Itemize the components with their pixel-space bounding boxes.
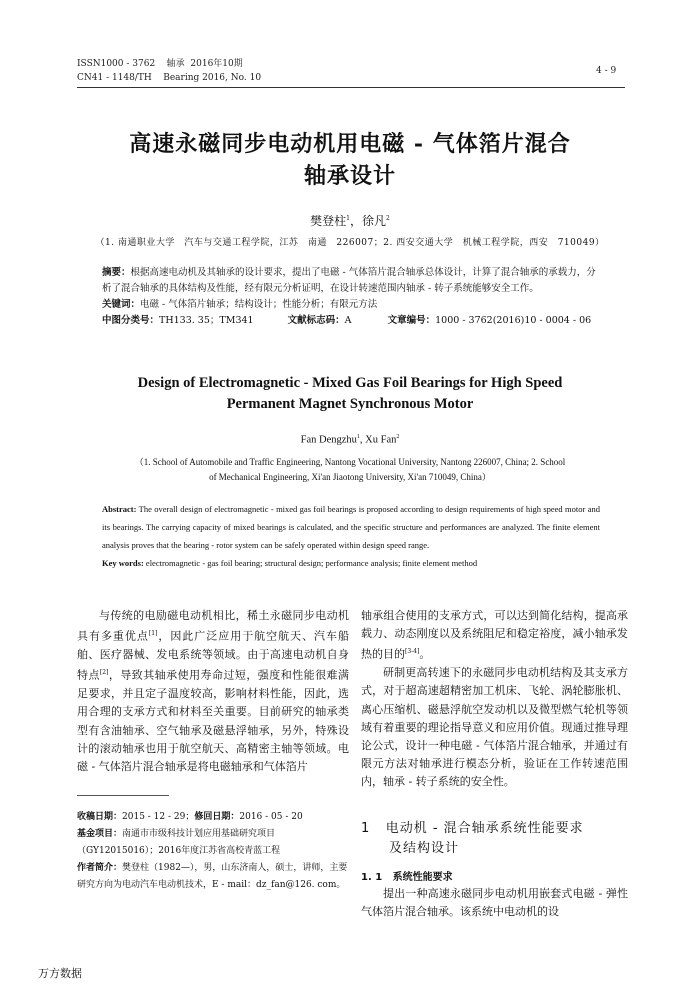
affiliation-en-line2: of Mechanical Engineering, Xi'an Jiaotong University, Xi'an 710049, China） <box>209 472 491 482</box>
author-2-en: Xu Fan <box>365 434 397 446</box>
revised-label: 修回日期： <box>194 812 240 822</box>
author-1-en-sup: 1 <box>356 434 360 440</box>
header-rule <box>77 87 625 88</box>
article-no: 1000 - 3762(2016)10 - 0004 - 06 <box>435 315 592 326</box>
doc-code: A <box>344 315 352 326</box>
author-1-en: Fan Dengzhu <box>300 434 357 446</box>
revised-date: 2016 - 05 - 20 <box>239 812 303 822</box>
page-range: 4 - 9 <box>596 66 617 76</box>
abstract-en-text: The overall design of electromagnetic - mixed gas foil bearings is proposed according to design requirements of high speed motor and its bearings. The carrying capacity of mixed bearings is calculated, and the specific structure and performances are analyzed. The finite element analysis proves that the bearing - rotor system can be safely operated within design speed range. <box>102 504 600 550</box>
title-en-line2: Permanent Magnet Synchronous Motor <box>226 396 474 412</box>
issn: ISSN1000 - 3762 <box>77 59 156 69</box>
cn-number: CN41 - 1148/TH <box>77 73 152 83</box>
abstract-en <box>102 500 600 572</box>
citation-3: [3-4] <box>405 648 420 656</box>
left-paragraph <box>77 607 349 776</box>
abstract-cn-label: 摘要： <box>102 267 131 278</box>
left-column <box>77 607 349 776</box>
footer-watermark: 万方数据 <box>38 967 82 980</box>
section-1-title-line2: 及结构设计 <box>389 841 460 856</box>
subsection-number: 1. 1 <box>361 872 383 883</box>
subsection-title: 系统性能要求 <box>392 872 453 883</box>
fund-label: 基金项目： <box>77 829 123 839</box>
author-1-sup: 1 <box>346 215 350 222</box>
subsection-1-1-heading <box>361 868 453 883</box>
doc-code-label: 文献标志码： <box>287 315 345 326</box>
title-cn-line2: 轴承设计 <box>303 163 396 189</box>
affiliation-en <box>80 455 620 485</box>
right-paragraph-2: 研制更高转速下的永磁同步电动机结构及其支承方式，对于超高速超精密加工机床、飞轮、涡轮膨胀机、离心压缩机、磁悬浮航空发动机以及微型燃气轮机等领域有着重要的理论指导意义和应用价值。现通过推导理论公式，设计一种电磁 - 气体箔片混合轴承，并通过有限元方法对轴承进行模态分析，验证在工作转速范围内，轴承 - 转子系统的安全性。 <box>361 666 628 789</box>
title-cn <box>60 128 640 192</box>
authors-cn <box>60 212 640 229</box>
right-text-1: 轴承组合使用的支承方式，可以达到简化结构，提高承载力、动态刚度以及系统阻尼和稳定裕度，减小轴承发热的目的 <box>361 609 628 662</box>
abstract-en-label: Abstract: <box>102 504 137 514</box>
title-cn-line1: 高速永磁同步电动机用电磁 - 气体箔片混合 <box>129 131 571 157</box>
author-1-cn: 樊登柱 <box>310 214 347 228</box>
left-text-b: ，因此广泛应用于航空航天、汽车船舶、医疗器械、发电系统等领域。由于高速电动机自身特点 <box>77 629 350 682</box>
footnotes <box>77 809 349 894</box>
header-left <box>77 57 261 85</box>
author-en-sep: , <box>359 434 366 446</box>
author-bio-text: 樊登柱（1982—），男，山东济南人，硕士，讲师，主要研究方向为电动汽车电动机技术，E - mail：dz_fan@126. com。 <box>77 863 348 890</box>
classification-label: 中图分类号： <box>102 315 160 326</box>
author-2-cn: 徐凡 <box>362 214 387 228</box>
issue-en: Bearing 2016, No. 10 <box>163 73 262 83</box>
abstract-cn <box>102 265 600 329</box>
keywords-en-text: electromagnetic - gas foil bearing; structural design; performance analysis; finite element method <box>143 558 478 568</box>
keywords-cn-text: 电磁 - 气体箔片轴承；结构设计；性能分析；有限元方法 <box>140 299 378 310</box>
left-text-c: ，导致其轴承使用寿命过短，强度和性能很难满足要求，并且定子温度较高，影响材料性能，因此，选用合理的支承方式和材料至关重要。目前研究的轴承类型有含油轴承、空气轴承及磁悬浮轴承，另外，特殊设计的滚动轴承也用于航空航天、高精密主轴等领域。电磁 - 气体箔片混合轴承是将电磁轴承和气体箔片 <box>77 668 350 773</box>
right-column <box>361 607 628 792</box>
received-date: 2015 - 12 - 29； <box>122 812 195 822</box>
abstract-cn-text: 根据高速电动机及其轴承的设计要求，提出了电磁 - 气体箔片混合轴承总体设计，计算了混合轴承的承载力，分析了混合轴承的具体结构及性能，经有限元分析证明，在设计转速范围内轴承 - 转子系统能够安全工作。 <box>102 267 596 294</box>
right-column-bottom <box>361 885 628 921</box>
journal-name: 轴承 <box>166 59 185 69</box>
affiliation-cn: （1. 南通职业大学 汽车与交通工程学院，江苏 南通 226007；2. 西安交通大学 机械工程学院，西安 710049） <box>95 238 605 248</box>
keywords-cn-label: 关键词： <box>102 299 141 310</box>
authors-en <box>60 434 640 446</box>
received-label: 收稿日期： <box>77 812 123 822</box>
affiliation-en-line1: （1. School of Automobile and Traffic Engineering, Nantong Vocational University, Nantong 226007, China; 2. School <box>134 457 566 467</box>
section-1-title-line1: 电动机 - 混合轴承系统性能要求 <box>385 821 584 836</box>
title-en-line1: Design of Electromagnetic - Mixed Gas Foil Bearings for High Speed <box>137 375 563 391</box>
section-1-number: 1 <box>361 821 371 836</box>
citation-1: [1] <box>148 630 158 638</box>
fund-text: 南通市市级科技计划应用基础研究项目（GY12015016）；2016年度江苏省高校青蓝工程 <box>77 829 281 856</box>
classification-code: TH133. 35；TM341 <box>159 315 254 326</box>
section-1-heading <box>361 819 628 859</box>
right-text-1-end: 。 <box>419 648 431 662</box>
right-paragraph-3: 提出一种高速永磁同步电动机用嵌套式电磁 - 弹性气体箔片混合轴承。该系统中电动机的设 <box>361 887 628 919</box>
citation-2: [2] <box>99 669 109 677</box>
footnote-rule <box>77 795 169 796</box>
author-bio-label: 作者简介： <box>77 863 123 873</box>
right-paragraph-1 <box>361 607 628 664</box>
author-2-sup: 2 <box>386 215 390 222</box>
author-2-en-sup: 2 <box>396 434 400 440</box>
keywords-en-label: Key words: <box>102 558 144 568</box>
left-text-a: 与传统的电励磁电动机相比，稀土永磁同步电动机具有多重优点 <box>77 609 349 643</box>
issue-cn: 2016年10期 <box>190 59 243 69</box>
article-no-label: 文章编号： <box>387 315 436 326</box>
title-en <box>60 373 640 415</box>
author-sep: ， <box>349 214 362 228</box>
